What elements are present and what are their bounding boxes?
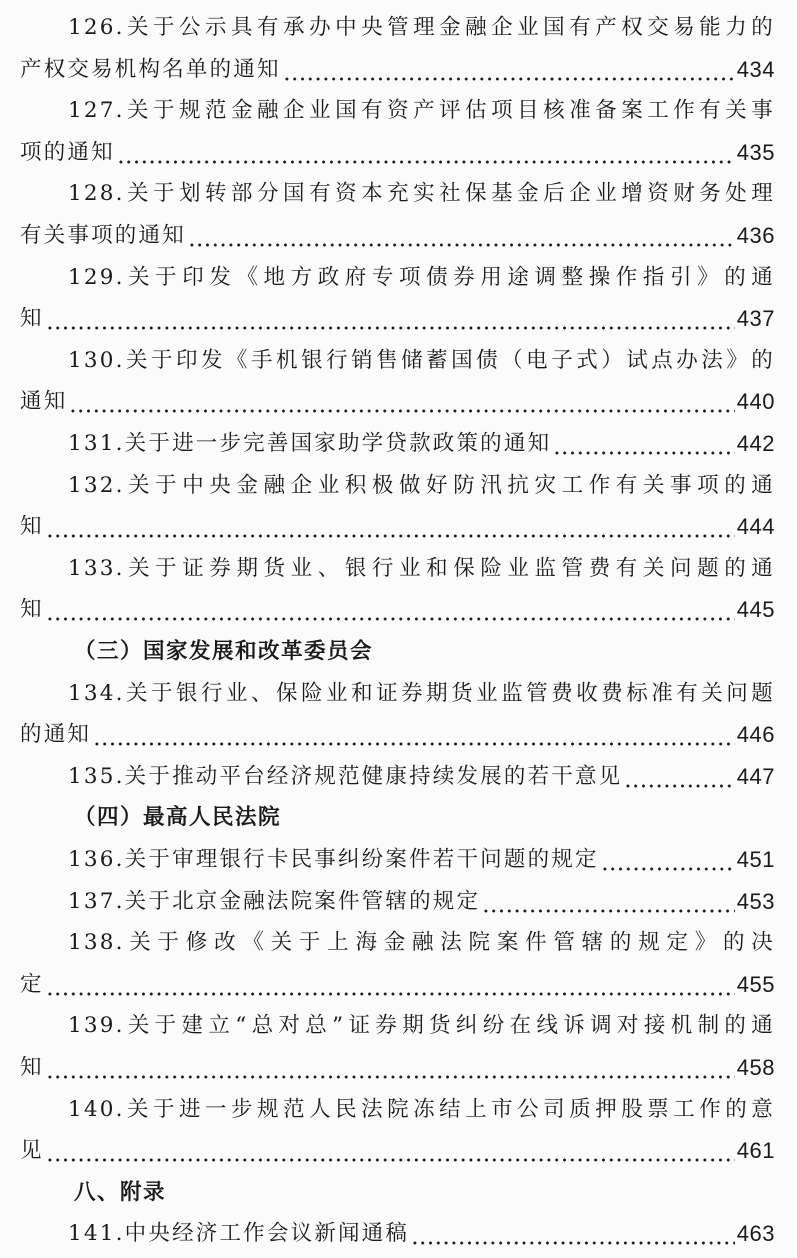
toc-entry-title-continuation: 通知 xyxy=(20,389,68,415)
section-heading xyxy=(20,1165,775,1207)
toc-entry-line xyxy=(20,832,775,874)
toc-entry-line xyxy=(20,541,775,583)
toc-entry-line xyxy=(20,1123,775,1165)
toc-entry-title: 137.关于北京金融法院案件管辖的规定 xyxy=(68,888,481,914)
toc-entry-title: 132.关于中央金融企业积极做好防汛抗灾工作有关事项的通 xyxy=(68,472,775,498)
toc-entry-title: 128.关于划转部分国有资本充实社保基金后企业增资财务处理 xyxy=(68,181,775,207)
page-number: 447 xyxy=(736,763,775,789)
dot-leader xyxy=(188,228,735,248)
dot-leader xyxy=(601,852,735,872)
page-number: 458 xyxy=(736,1055,775,1080)
toc-entry-title: 127.关于规范金融企业国有资产评估项目核准备案工作有关事 xyxy=(68,98,775,124)
toc-entry-title: 141.中央经济工作会议新闻通稿 xyxy=(68,1221,410,1247)
toc-entry-line xyxy=(20,0,775,42)
toc-entry-line xyxy=(20,333,775,375)
toc-entry-title-continuation: 见 xyxy=(20,1138,44,1164)
toc-entry-title: 130.关于印发《手机银行销售储蓄国债（电子式）试点办法》的 xyxy=(68,347,775,373)
toc-entry-line xyxy=(20,458,775,500)
toc-entry-title: 131.关于进一步完善国家助学贷款政策的通知 xyxy=(68,431,552,456)
dot-leader xyxy=(624,769,734,789)
toc-entry-title-continuation: 有关事项的通知 xyxy=(20,223,186,248)
toc-entry-line xyxy=(20,374,775,416)
dot-leader xyxy=(117,145,735,165)
page-number: 442 xyxy=(736,431,775,456)
page-number: 434 xyxy=(736,56,775,82)
dot-leader xyxy=(283,62,735,82)
toc-entry-title: 133.关于证券期货业、银行业和保险业监管费有关问题的通 xyxy=(68,555,775,581)
toc-entry-title: 134.关于银行业、保险业和证券期货业监管费收费标准有关问题 xyxy=(68,680,775,706)
page-number: 446 xyxy=(736,722,775,748)
toc-entry-line xyxy=(20,749,775,791)
toc-entry-title: 139.关于建立“总对总”证券期货纠纷在线诉调对接机制的通 xyxy=(68,1013,775,1039)
section-heading-text: （四）最高人民法院 xyxy=(74,805,282,831)
dot-leader xyxy=(411,1226,735,1246)
dot-leader xyxy=(69,394,734,414)
toc-entry-line xyxy=(20,208,775,250)
dot-leader xyxy=(46,602,735,622)
toc-entry-title: 126.关于公示具有承办中央管理金融企业国有产权交易能力的 xyxy=(68,15,775,40)
toc-entry-line xyxy=(20,1040,775,1082)
toc-entry-line xyxy=(20,291,775,333)
toc-entry-line xyxy=(20,1082,775,1124)
toc-entry-line xyxy=(20,1206,775,1248)
toc-entry-title-continuation: 定 xyxy=(20,971,44,997)
dot-leader xyxy=(46,1060,735,1080)
page-number: 461 xyxy=(736,1138,775,1164)
toc-entry-line xyxy=(20,582,775,624)
toc-entry-title: 138.关于修改《关于上海金融法院案件管辖的规定》的决 xyxy=(68,930,775,956)
toc-entry-line xyxy=(20,166,775,208)
section-heading xyxy=(20,624,775,666)
toc-entry-title: 135.关于推动平台经济规范健康持续发展的若干意见 xyxy=(68,763,623,789)
toc-entry-line xyxy=(20,250,775,292)
dot-leader xyxy=(46,311,735,331)
page-number: 445 xyxy=(736,597,775,623)
toc-entry-line xyxy=(20,707,775,749)
toc-entry-line xyxy=(20,499,775,541)
section-heading-text: （三）国家发展和改革委员会 xyxy=(74,639,374,664)
dot-leader xyxy=(93,727,735,747)
toc-entry-title-continuation: 知 xyxy=(20,306,44,332)
toc-entry-title: 140.关于进一步规范人民法院冻结上市公司质押股票工作的意 xyxy=(68,1096,775,1122)
page-number: 440 xyxy=(736,389,775,415)
toc-entry-line xyxy=(20,416,775,458)
toc-entry-title-continuation: 产权交易机构名单的通知 xyxy=(20,56,281,82)
toc-entry-title-continuation: 的通知 xyxy=(20,722,92,748)
page-number: 444 xyxy=(736,514,775,540)
toc-entry-line xyxy=(20,666,775,708)
toc-entry-title-continuation: 知 xyxy=(20,597,44,623)
toc-entry-line xyxy=(20,125,775,167)
dot-leader xyxy=(46,977,735,997)
page-number: 437 xyxy=(736,306,775,332)
toc-entry-line xyxy=(20,874,775,916)
toc-entry-title-continuation: 知 xyxy=(20,514,44,540)
page-number: 435 xyxy=(736,139,775,165)
dot-leader xyxy=(46,519,735,539)
page-number: 455 xyxy=(736,971,775,997)
page-number: 436 xyxy=(736,223,775,248)
dot-leader xyxy=(482,894,735,914)
toc-entry-line xyxy=(20,915,775,957)
toc-entry-line xyxy=(20,42,775,84)
page-number: 463 xyxy=(736,1221,775,1247)
page-number: 453 xyxy=(736,888,775,914)
toc-entry-line xyxy=(20,998,775,1040)
section-heading-text: 八、附录 xyxy=(74,1179,167,1205)
toc-entry-title: 136.关于审理银行卡民事纠纷案件若干问题的规定 xyxy=(68,847,599,872)
page-number: 451 xyxy=(736,847,775,872)
section-heading xyxy=(20,790,775,832)
toc-entry-line xyxy=(20,83,775,125)
toc-entry-title-continuation: 项的通知 xyxy=(20,139,115,165)
toc-entry-title: 129.关于印发《地方政府专项债券用途调整操作指引》的通 xyxy=(68,264,775,290)
dot-leader xyxy=(553,436,735,456)
dot-leader xyxy=(46,1143,735,1163)
toc-entry-line xyxy=(20,957,775,999)
toc-entry-title-continuation: 知 xyxy=(20,1055,44,1080)
